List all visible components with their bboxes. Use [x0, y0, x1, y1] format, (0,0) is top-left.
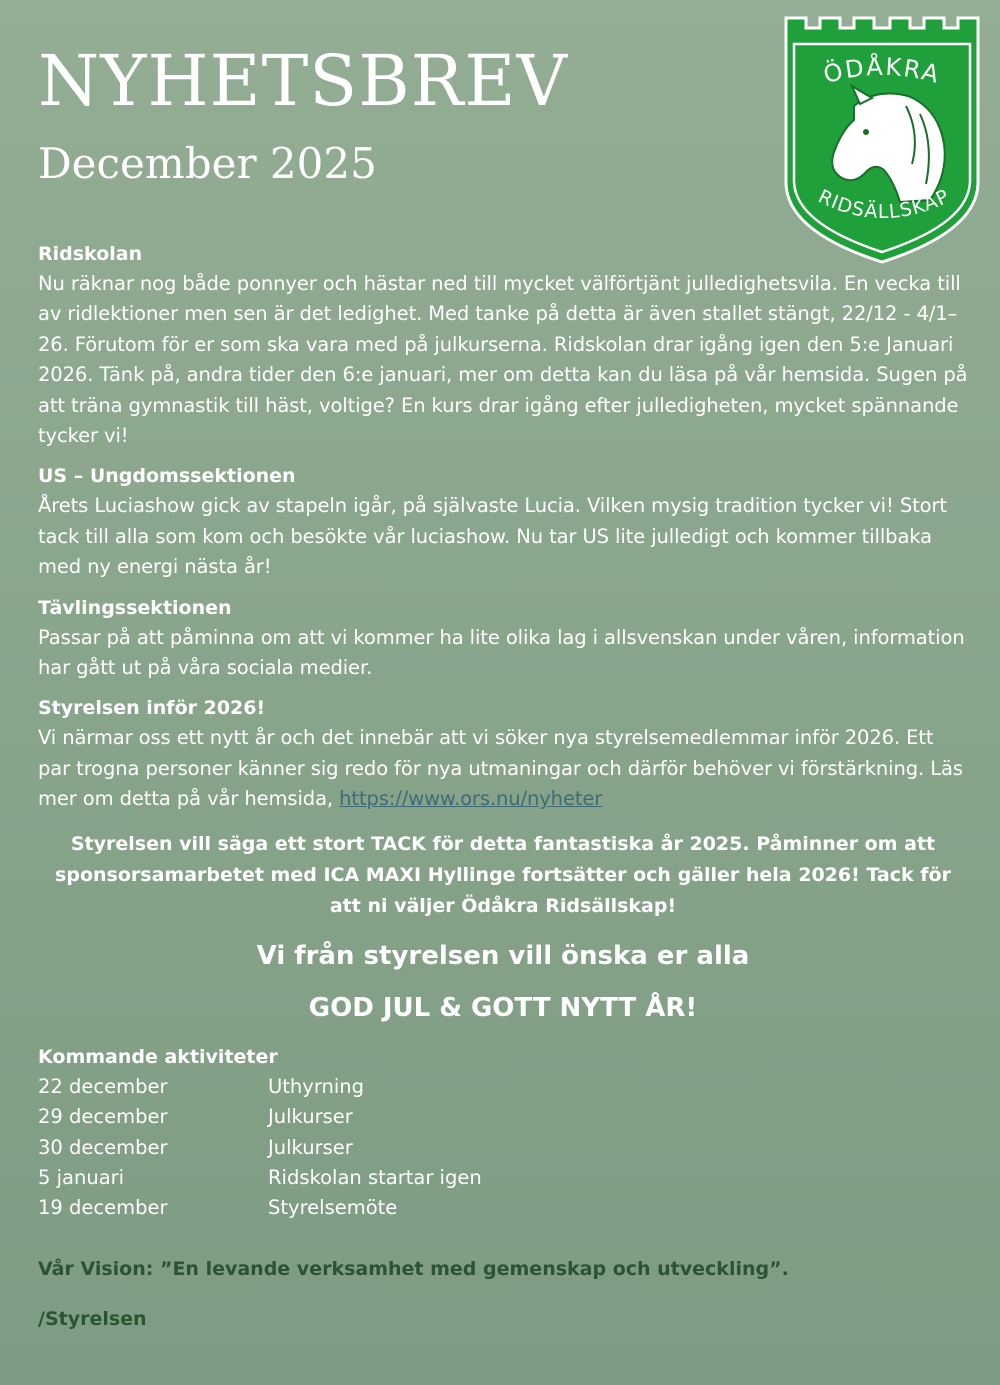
upcoming-activities [38, 1042, 968, 1224]
activity-date: 5 januari [38, 1165, 125, 1189]
club-logo [780, 14, 984, 266]
section-ridskolan [38, 239, 968, 451]
section-text-body: Vi närmar oss ett nytt år och det innebär att vi söker nya styrelsemedlemmar inför 2026. Ett par trogna personer känner sig redo för nya utmaningar och därför behöver vi förstärkning. Läs mer om detta på vår hemsida, [38, 726, 963, 811]
activity-row [38, 1133, 968, 1163]
section-heading: US – Ungdomssektionen [38, 465, 296, 488]
section-ungdomssektionen [38, 461, 968, 582]
section-text: Passar på att påminna om att vi kommer ha lite olika lag i allsvenskan under våren, information har gått ut på våra sociala medier. [38, 625, 965, 680]
activity-date: 29 december [38, 1105, 168, 1129]
greeting-line: Vi från styrelsen vill önska er alla [256, 940, 750, 971]
section-heading: Styrelsen inför 2026! [38, 697, 266, 720]
activity-date: 30 december [38, 1135, 168, 1159]
thanks-message: Styrelsen vill säga ett stort TACK för detta fantastiska år 2025. Påminner om att sponsorsamarbetet med ICA MAXI Hyllinge fortsätter och gäller hela 2026! Tack för att ni väljer Ödåkra Ridsällskap! [55, 832, 951, 917]
vision-statement: Vår Vision: ”En levande verksamhet med gemenskap och utveckling”. [38, 1257, 789, 1280]
activity-row [38, 1163, 968, 1193]
section-text [38, 723, 968, 814]
activity-date: 19 december [38, 1196, 168, 1220]
activity-event: Uthyrning [268, 1074, 365, 1098]
activities-heading: Kommande aktiviteter [38, 1045, 278, 1068]
activity-row [38, 1193, 968, 1223]
section-text: Årets Luciashow gick av stapeln igår, på självaste Lucia. Vilken mysig tradition tycker vi! Stort tack till alla som kom och besökte vår luciashow. Nu tar US lite julledigt och kommer tillbaka med ny energi nästa år! [38, 494, 947, 579]
section-styrelsen [38, 693, 968, 814]
newsletter-title: NYHETSBREV [38, 40, 569, 122]
greeting-christmas: GOD JUL & GOTT NYTT ÅR! [308, 992, 698, 1023]
section-heading: Tävlingssektionen [38, 596, 232, 619]
activity-date: 22 december [38, 1074, 168, 1098]
activity-row [38, 1072, 968, 1102]
section-heading: Ridskolan [38, 243, 143, 265]
newsletter-date: December 2025 [38, 139, 377, 188]
activity-event: Julkurser [268, 1135, 353, 1159]
activity-row [38, 1102, 968, 1132]
section-tavlingssektionen [38, 593, 968, 684]
website-link[interactable]: https://www.ors.nu/nyheter [339, 787, 603, 811]
signature: /Styrelsen [38, 1307, 147, 1330]
activity-event: Styrelsemöte [268, 1196, 398, 1220]
activity-event: Julkurser [268, 1105, 353, 1129]
section-text: Nu räknar nog både ponnyer och hästar ned till mycket välförtjänt julledighetsvila. En vecka till av ridlektioner men sen är det ledighet. Med tanke på detta är även stallet stängt, 22/12 - 4/1–26. Förutom för er som ska vara med på julkurserna. Ridskolan drar igång igen den 5:e Januari 2026. Tänk på, andra tider den 6:e januari, mer om detta kan du läsa på vår hemsida. Sugen på att träna gymnastik till häst, voltige? En kurs drar igång efter julledigheten, mycket spännande tycker vi! [38, 272, 968, 448]
newsletter-body [38, 239, 968, 1334]
logo-top-text: ÖDÅKRA [820, 52, 944, 90]
logo-bottom-text: RIDSÄLLSKAP [814, 185, 954, 224]
activity-event: Ridskolan startar igen [268, 1165, 482, 1189]
